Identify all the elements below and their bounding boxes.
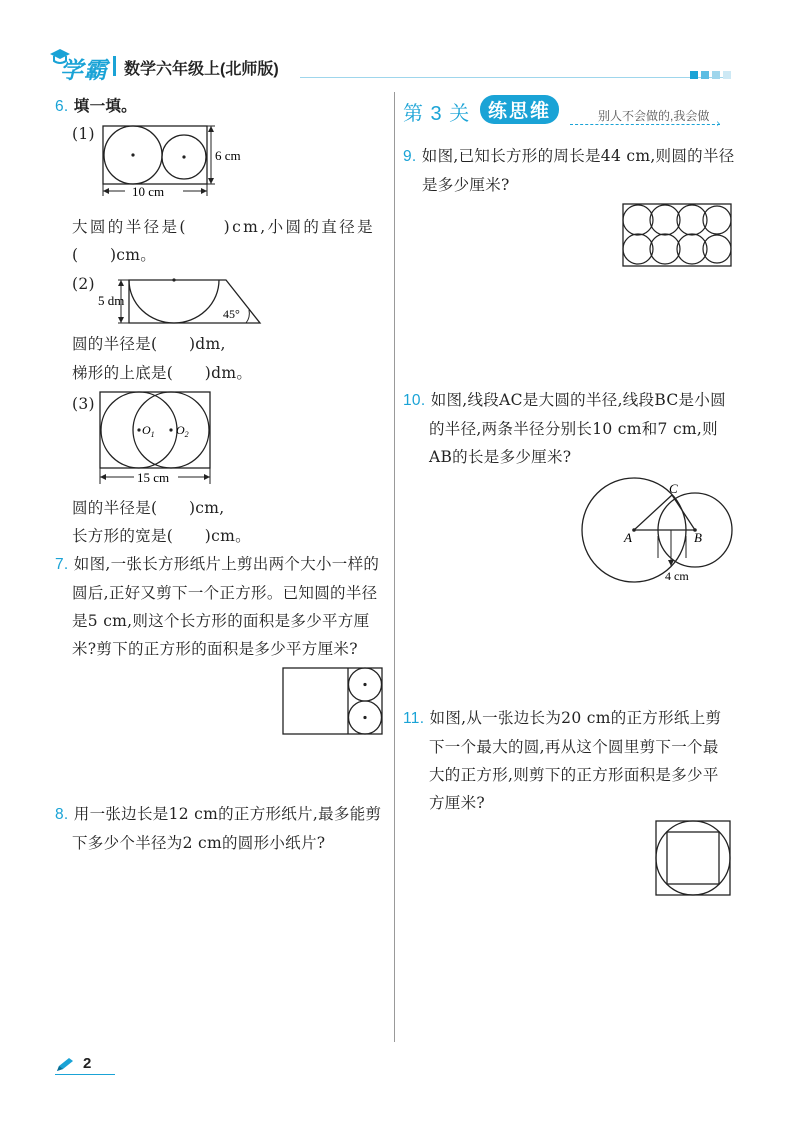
q11-line-1: 下一个最大的圆,再从这个圆里剪下一个最 (429, 738, 719, 756)
q11-line-0: 如图,从一张边长为20 cm的正方形纸上剪 (429, 709, 722, 727)
q11-figure (654, 818, 734, 898)
q7-block (55, 550, 390, 663)
q11-line-2: 大的正方形,则剪下的正方形面积是多少平 (429, 766, 719, 784)
header-rule (300, 77, 730, 78)
q10-line-2: AB的长是多少厘米? (429, 448, 572, 466)
q6-p3-label: (3) (72, 395, 95, 413)
q7-line-0: 如图,一张长方形纸片上剪出两个大小一样的 (73, 555, 380, 573)
header (0, 0, 800, 90)
q11-block (403, 704, 748, 817)
q6-p3-o1-label: O (142, 423, 151, 437)
q6-p1-figure (95, 120, 245, 200)
section-badge: 练思维 (480, 95, 559, 124)
q6-number: 6. (55, 98, 69, 115)
q8-line-0: 用一张边长是12 cm的正方形纸片,最多能剪 (73, 805, 382, 823)
q7-line-3: 米?剪下的正方形的面积是多少平方厘米? (72, 640, 358, 658)
q10-figure (578, 476, 738, 586)
q6-p3-figure (96, 388, 221, 488)
section-underline (570, 124, 720, 125)
q6-p1-height-label: 6 cm (215, 148, 241, 163)
q9-block (403, 142, 743, 199)
q10-point-a: A (624, 530, 632, 545)
q10-point-b: B (694, 530, 702, 545)
q10-line-0: 如图,线段AC是大圆的半径,线段BC是小圆 (430, 391, 726, 409)
q10-dim-label: 4 cm (665, 569, 689, 583)
q6-p2-figure (96, 272, 266, 330)
q6-p3-o2-sub: 2 (184, 430, 189, 439)
page-number: 2 (83, 1055, 92, 1072)
q9-number: 9. (403, 148, 417, 165)
q6-p2-line2: 梯形的上底是( )dm。 (72, 364, 253, 382)
section-label: 第 3 关 (403, 103, 471, 125)
q6-p1-line2: ( )cm。 (72, 246, 157, 264)
q6-p2-angle-label: 45° (223, 307, 240, 321)
q6-p2-label: (2) (72, 275, 95, 293)
q6-p3-line1: 圆的半径是( )cm, (72, 499, 225, 517)
logo-text: 学霸 (60, 57, 108, 83)
q11-number: 11. (403, 710, 425, 727)
section-slogan: 别人不会做的,我会做 (598, 109, 710, 123)
q7-line-2: 是5 cm,则这个长方形的面积是多少平方厘 (72, 612, 370, 630)
q8-line-1: 下多少个半径为2 cm的圆形小纸片? (72, 834, 326, 852)
q7-line-1: 圆后,正好又剪下一个正方形。已知圆的半径 (72, 584, 378, 602)
q6-p3-o2-label: O (176, 423, 185, 437)
svg-text:O1 (142, 423, 155, 439)
q9-line-1: 是多少厘米? (422, 176, 510, 194)
q6-p3-line2: 长方形的宽是( )cm。 (72, 527, 251, 545)
q8-number: 8. (55, 806, 69, 823)
header-title: 数学六年级上(北师版) (124, 61, 279, 78)
svg-text:O2 (176, 423, 189, 439)
q6-p1-line1: 大圆的半径是( )cm,小圆的直径是 (72, 218, 376, 236)
q10-number: 10. (403, 392, 426, 409)
q7-figure (280, 665, 388, 737)
q7-number: 7. (55, 556, 69, 573)
pencil-icon (55, 1057, 75, 1073)
q9-figure (621, 202, 734, 268)
header-divider-bar (113, 56, 116, 76)
q6-p1-width-label: 10 cm (132, 184, 165, 199)
q10-block (403, 386, 748, 471)
q6-title: 填一填。 (73, 98, 137, 115)
q6-p3-o1-sub: 1 (150, 430, 155, 439)
q6-p2-line1: 圆的半径是( )dm, (72, 335, 226, 353)
q10-line-1: 的半径,两条半径分别长10 cm和7 cm,则 (429, 420, 718, 438)
header-squares-decoration (690, 64, 731, 83)
q6-p3-width-label: 15 cm (137, 470, 170, 485)
q6-p2-height-label: 5 dm (98, 293, 125, 308)
column-divider (394, 92, 395, 1042)
footer-rule (55, 1074, 115, 1075)
q9-line-0: 如图,已知长方形的周长是44 cm,则圆的半径 (421, 147, 735, 165)
q10-point-c: C (669, 481, 678, 496)
q11-line-3: 方厘米? (429, 794, 486, 812)
q8-block (55, 800, 390, 857)
q6-heading (55, 92, 137, 121)
q6-p1-label: (1) (72, 125, 95, 143)
section-arrow-icon: › (716, 117, 721, 130)
